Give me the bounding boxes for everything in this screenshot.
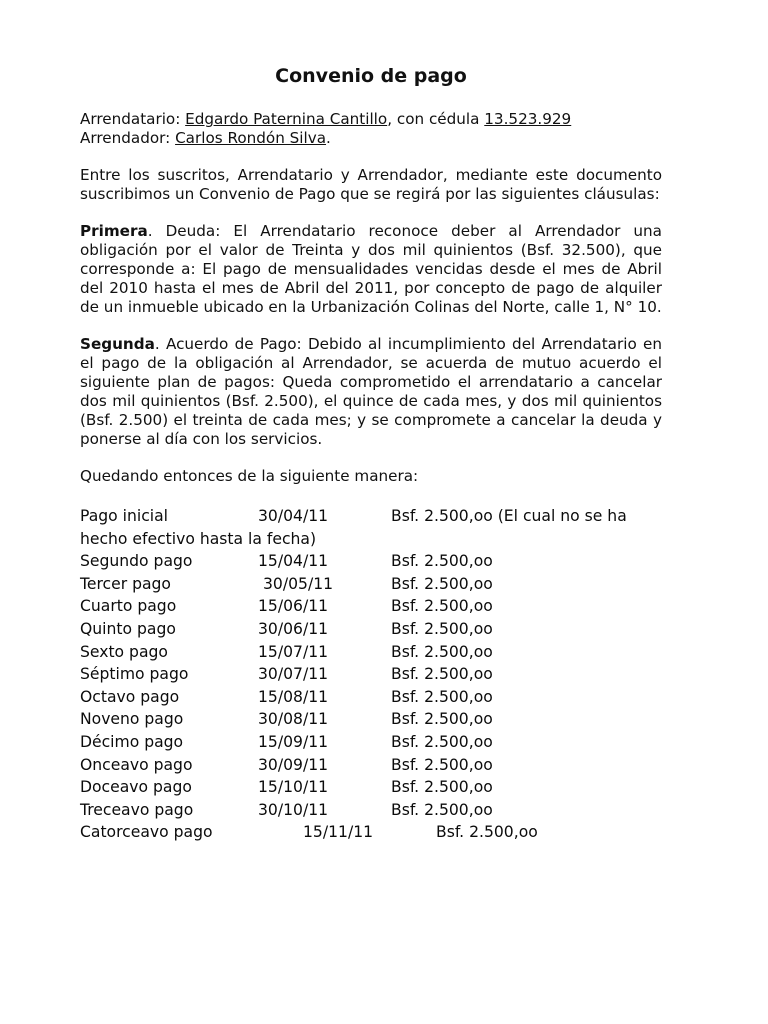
payment-amount: Bsf. 2.500,oo	[391, 665, 493, 684]
payment-name: Doceavo pago	[80, 778, 192, 797]
payment-row	[80, 799, 662, 822]
payment-name: Sexto pago	[80, 642, 168, 661]
payment-name: Séptimo pago	[80, 665, 189, 684]
clause-primera-text: . Deuda: El Arrendatario reconoce deber al Arrendador una obligación por el valor de Treinta y dos mil quinientos (Bsf. 32.500), que corresponde a: El pago de mensualidades vencidas desde el mes de Abril del 2010 hasta el mes de Abril del 2011, por concepto de pago de alquiler de un inmueble ubicado en la Urbanización Colinas del Norte, calle 1, N° 10.	[80, 222, 662, 316]
payment-name: Catorceavo pago	[80, 823, 213, 842]
payment-row	[80, 641, 662, 664]
payment-amount: Bsf. 2.500,oo	[391, 732, 493, 751]
payment-amount: Bsf. 2.500,oo	[391, 574, 493, 593]
payment-amount: Bsf. 2.500,oo	[391, 800, 493, 819]
arrendatario-label: Arrendatario:	[80, 110, 186, 128]
payment-date: 30/10/11	[258, 800, 329, 819]
payment-date: 15/07/11	[258, 642, 329, 661]
payment-name: Cuarto pago	[80, 597, 177, 616]
payment-row	[80, 754, 662, 777]
schedule-intro: Quedando entonces de la siguiente manera:	[80, 467, 419, 485]
payment-amount-note: hecho efectivo hasta la fecha)	[80, 529, 317, 548]
arrendador-end: .	[326, 129, 331, 147]
payment-row	[80, 663, 662, 686]
arrendador-label: Arrendador:	[80, 129, 176, 147]
arrendador-name: Carlos Rondón Silva	[175, 129, 327, 147]
payment-name: Segundo pago	[80, 552, 193, 571]
payment-date: 15/11/11	[303, 823, 374, 842]
payment-amount: Bsf. 2.500,oo (El cual no se ha	[391, 507, 627, 525]
payment-date: 30/09/11	[258, 755, 329, 774]
payment-date: 15/04/11	[258, 552, 329, 571]
payment-row	[80, 550, 662, 573]
clause-primera	[80, 222, 662, 317]
payment-name: Quinto pago	[80, 619, 176, 638]
payment-amount: Bsf. 2.500,oo	[391, 619, 493, 638]
payment-date: 15/08/11	[258, 687, 329, 706]
payment-name: Pago inicial	[80, 507, 168, 525]
payment-amount: Bsf. 2.500,oo	[391, 642, 493, 661]
payment-row	[80, 776, 662, 799]
payment-row-initial	[80, 505, 662, 550]
payment-date: 15/10/11	[258, 778, 329, 797]
payment-amount: Bsf. 2.500,oo	[391, 552, 493, 571]
payment-amount: Bsf. 2.500,oo	[391, 778, 493, 797]
payment-name: Treceavo pago	[80, 800, 194, 819]
parties-block	[80, 110, 662, 148]
payment-amount: Bsf. 2.500,oo	[391, 755, 493, 774]
arrendatario-name: Edgardo Paternina Cantillo	[185, 110, 388, 128]
cedula-number: 13.523.929	[484, 110, 572, 128]
clause-segunda	[80, 335, 662, 449]
payment-row	[80, 573, 662, 596]
payment-rows	[80, 550, 662, 844]
payment-date: 30/07/11	[258, 665, 329, 684]
cedula-label: , con cédula	[387, 110, 485, 128]
payment-date: 30/08/11	[258, 710, 329, 729]
payment-name: Décimo pago	[80, 732, 184, 751]
payment-date: 30/06/11	[258, 619, 329, 638]
payment-date: 30/05/11	[263, 574, 334, 593]
payment-date: 30/04/11	[258, 507, 329, 525]
document-title: Convenio de pago	[275, 65, 467, 87]
payment-date: 15/06/11	[258, 597, 329, 616]
document-page	[80, 62, 662, 844]
payment-amount: Bsf. 2.500,oo	[391, 687, 493, 706]
payment-name: Noveno pago	[80, 710, 184, 729]
payment-date: 15/09/11	[258, 732, 329, 751]
payment-row	[80, 821, 662, 844]
clause-segunda-heading: Segunda	[80, 335, 155, 353]
payment-name: Onceavo pago	[80, 755, 193, 774]
payment-name: Octavo pago	[80, 687, 180, 706]
payment-row	[80, 731, 662, 754]
clause-primera-heading: Primera	[80, 222, 148, 240]
payment-name: Tercer pago	[80, 574, 171, 593]
payment-amount: Bsf. 2.500,oo	[391, 710, 493, 729]
clause-segunda-text: . Acuerdo de Pago: Debido al incumplimiento del Arrendatario en el pago de la obligación al Arrendador, se acuerda de mutuo acuerdo el siguiente plan de pagos: Queda comprometido el arrendatario a cancelar dos mil quinientos (Bsf. 2.500), el quince de cada mes, y dos mil quinientos (Bsf. 2.500) el treinta de cada mes; y se compromete a cancelar la deuda y ponerse al día con los servicios.	[80, 335, 662, 448]
payment-amount: Bsf. 2.500,oo	[391, 597, 493, 616]
payment-schedule	[80, 505, 662, 844]
intro-paragraph: Entre los suscritos, Arrendatario y Arrendador, mediante este documento suscribimos un Convenio de Pago que se regirá por las siguientes cláusulas:	[80, 166, 662, 203]
payment-amount: Bsf. 2.500,oo	[436, 823, 538, 842]
payment-row	[80, 618, 662, 641]
payment-row	[80, 686, 662, 709]
payment-row	[80, 595, 662, 618]
payment-row	[80, 708, 662, 731]
